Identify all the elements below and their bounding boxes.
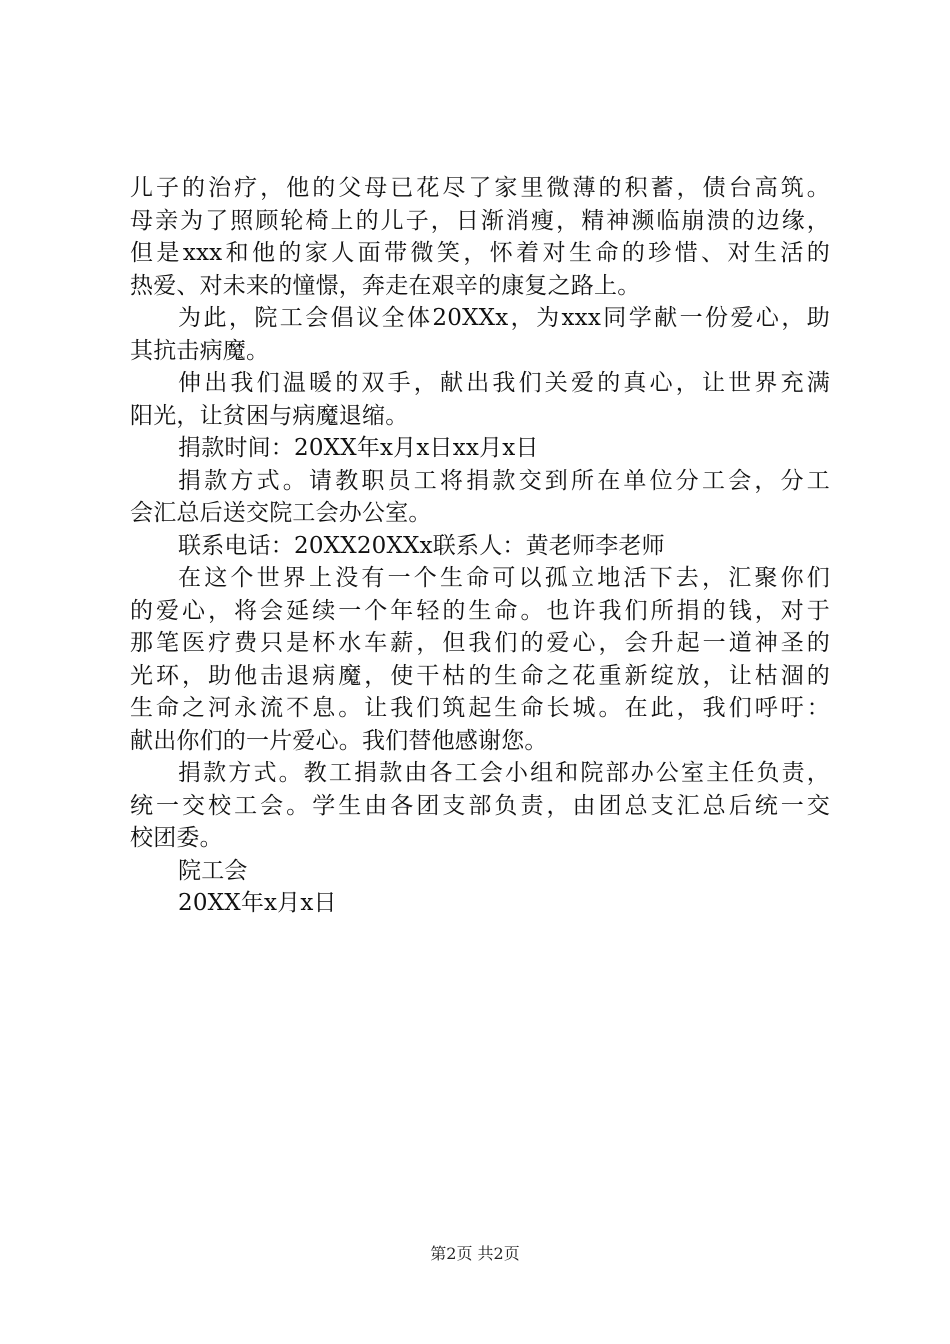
text-line: 联系电话：20XX20XXx联系人：黄老师李老师 [178, 532, 665, 559]
text-line: 母亲为了照顾轮椅上的儿子，日渐消瘦，精神濒临崩溃的边缘， [130, 207, 830, 234]
document-body [130, 172, 830, 920]
text-line: 热爱、对未来的憧憬，奔走在艰辛的康复之路上。 [130, 272, 641, 299]
text-line: 其抗击病魔。 [130, 337, 270, 364]
text-line: 但是xxx和他的家人面带微笑，怀着对生命的珍惜、对生活的 [130, 240, 830, 266]
text-line: 20XX年x月x日 [178, 890, 337, 916]
text-line: 儿子的治疗，他的父母已花尽了家里微薄的积蓄，债台高筑。 [130, 175, 830, 201]
text-line: 那笔医疗费只是杯水车薪，但我们的爱心，会升起一道神圣的 [130, 630, 830, 656]
text-line: 生命之河永流不息。让我们筑起生命长城。在此，我们呼吁： [130, 695, 830, 721]
text-line: 会汇总后送交院工会办公室。 [130, 500, 432, 526]
text-line: 捐款方式。请教职员工将捐款交到所在单位分工会，分工 [178, 467, 830, 494]
text-line: 在这个世界上没有一个生命可以孤立地活下去，汇聚你们 [178, 565, 830, 591]
text-line: 为此，院工会倡议全体20XXx，为xxx同学献一份爱心，助 [178, 305, 830, 331]
text-line: 光环，助他击退病魔，使干枯的生命之花重新绽放，让枯涸的 [130, 662, 830, 689]
page-footer: 第2页 共2页 [430, 1244, 520, 1263]
text-line: 献出你们的一片爱心。我们替他感谢您。 [130, 727, 548, 754]
text-line: 阳光，让贫困与病魔退缩。 [130, 402, 409, 429]
text-line: 院工会 [178, 857, 248, 884]
text-line: 的爱心，将会延续一个年轻的生命。也许我们所捐的钱，对于 [130, 597, 830, 624]
text-line: 捐款时间：20XX年x月x日xx月x日 [178, 435, 539, 461]
text-line: 捐款方式。教工捐款由各工会小组和院部办公室主任负责， [178, 760, 830, 786]
text-line: 统一交校工会。学生由各团支部负责，由团总支汇总后统一交 [130, 792, 830, 819]
text-line: 伸出我们温暖的双手，献出我们关爱的真心，让世界充满 [178, 370, 830, 396]
text-line: 校团委。 [130, 825, 223, 851]
